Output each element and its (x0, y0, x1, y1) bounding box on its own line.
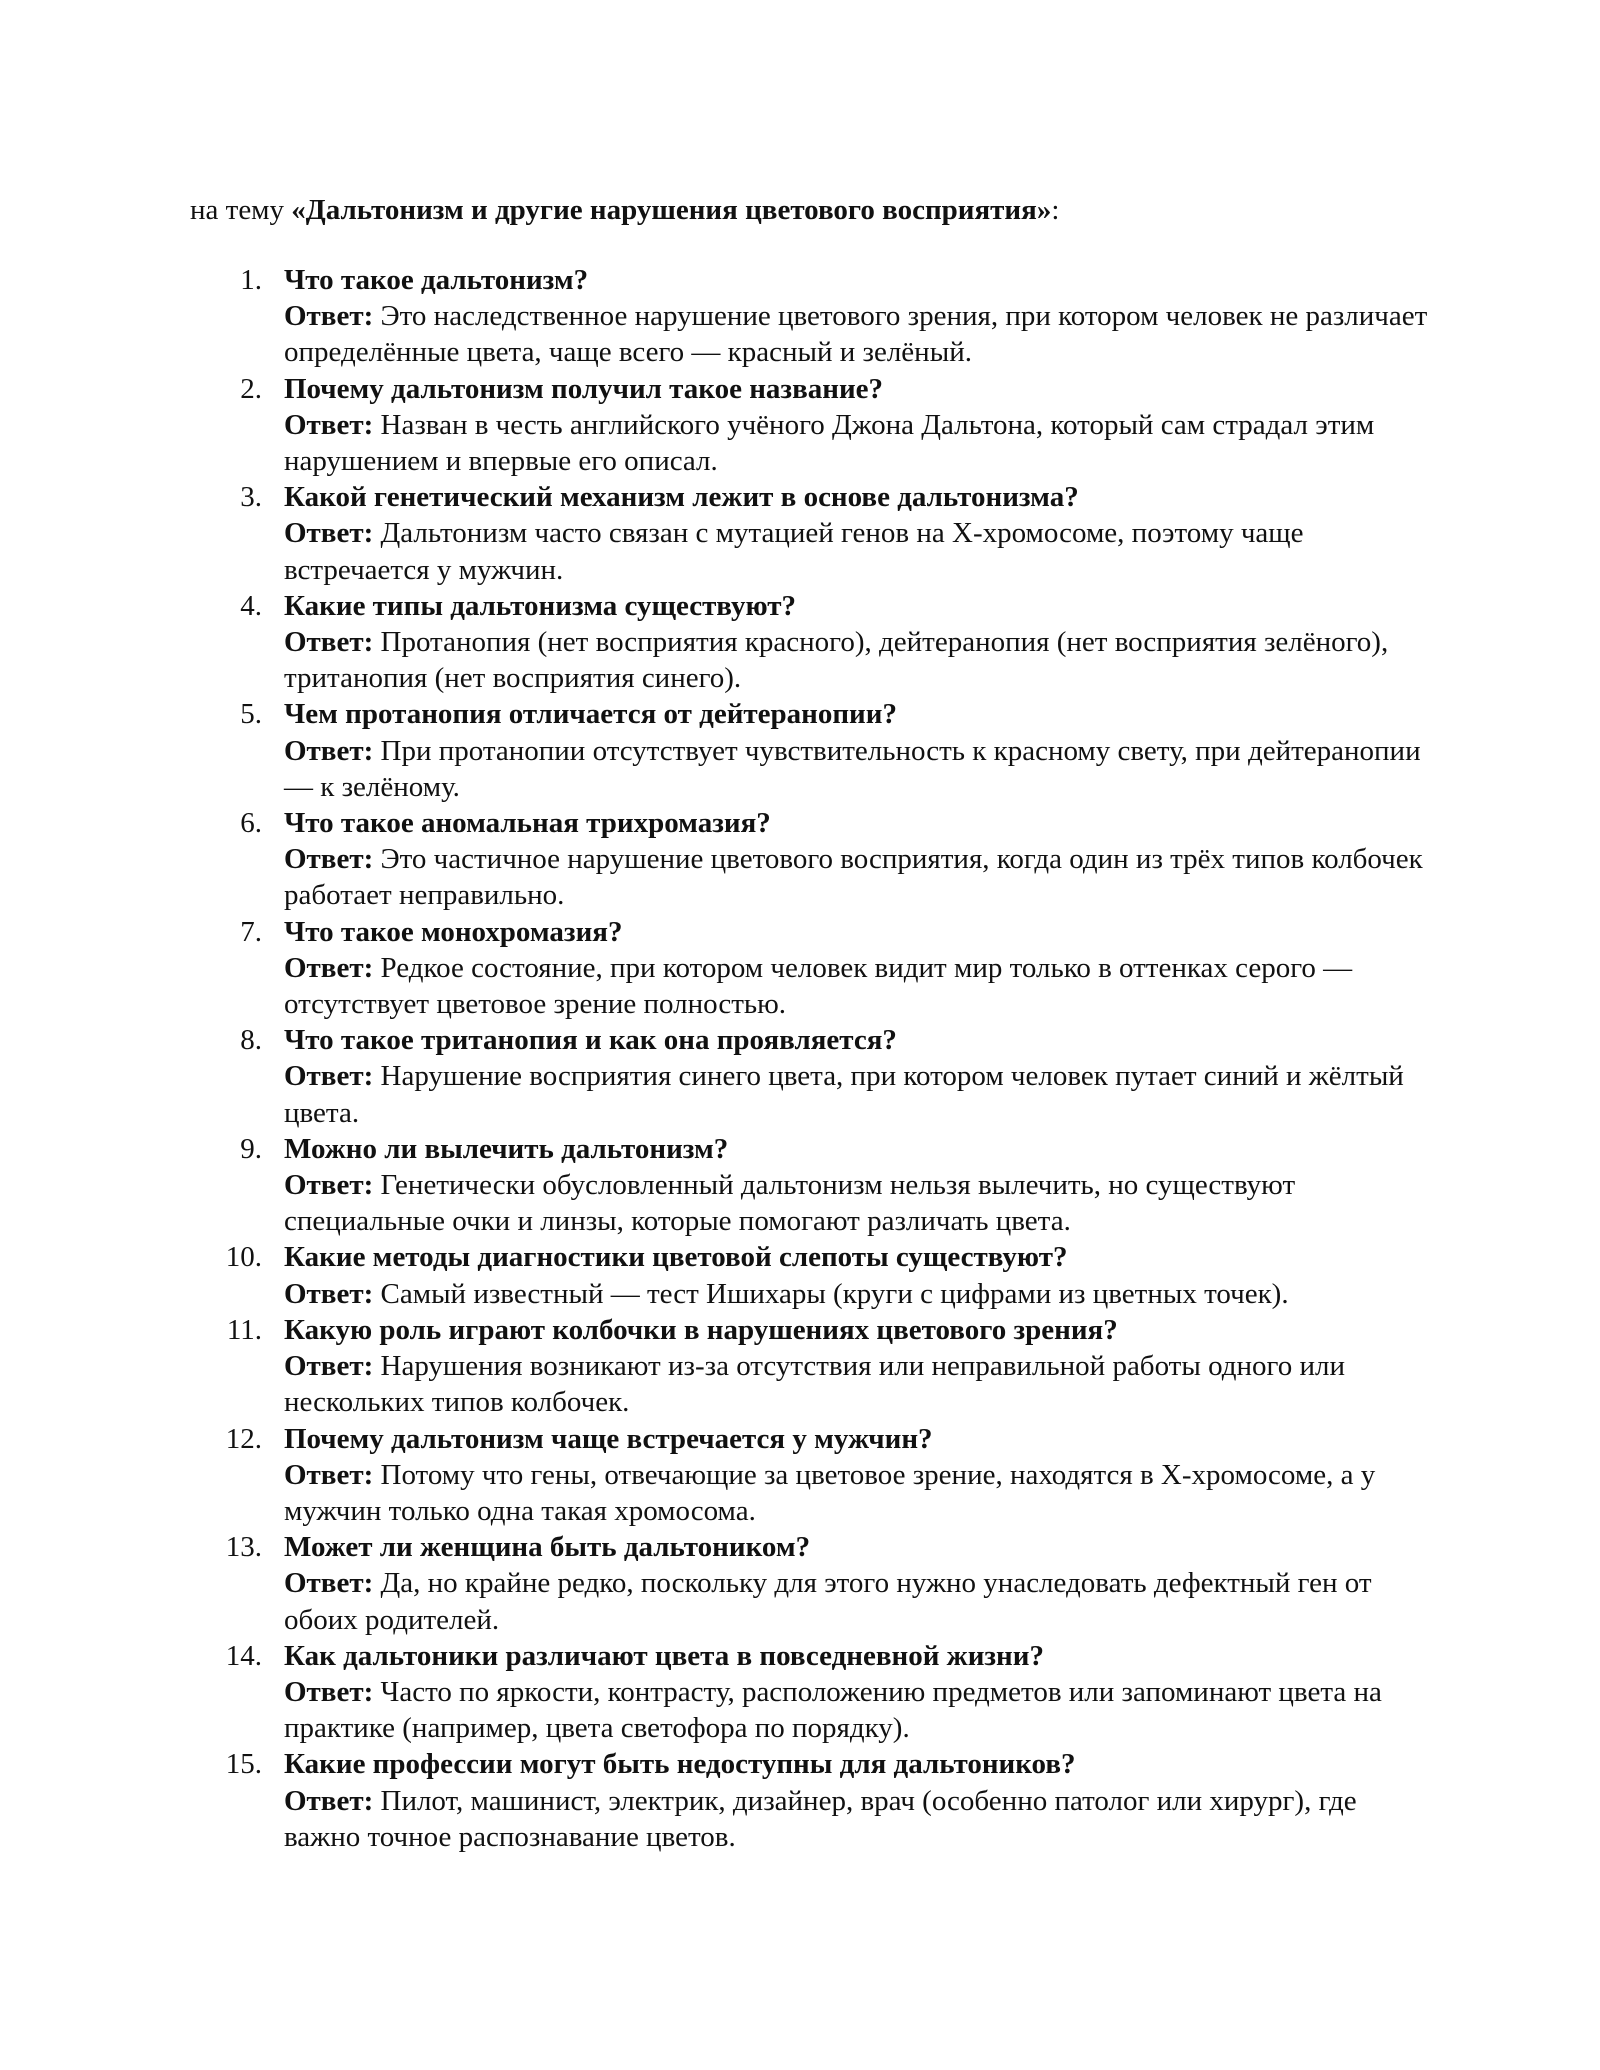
answer-text: Самый известный — тест Ишихары (круги с цифрами из цветных точек). (380, 1277, 1289, 1310)
answer-text: Нарушения возникают из-за отсутствия или неправильной работы одного или нескольких типов колбочек. (284, 1350, 1345, 1419)
answer-block (284, 1348, 1430, 1420)
answer-text: Потому что гены, отвечающие за цветовое зрение, находятся в X-хромосоме, а у мужчин только одна такая хромосома. (284, 1458, 1376, 1527)
question-text: Что такое тританопия и как она проявляется? (284, 1024, 897, 1057)
item-number: 6. (240, 807, 262, 840)
answer-block (284, 1565, 1430, 1637)
list-item (190, 1746, 1430, 1855)
list-item (190, 1131, 1430, 1240)
answer-block (284, 515, 1430, 587)
item-number: 7. (240, 915, 262, 948)
intro-prefix: на тему (190, 194, 292, 226)
answer-block (284, 1167, 1430, 1239)
item-number: 14. (225, 1639, 262, 1672)
question-text: Что такое аномальная трихромазия? (284, 807, 771, 840)
answer-block (284, 950, 1430, 1022)
answer-block (284, 1783, 1430, 1855)
answer-block (284, 841, 1430, 913)
question-text: Может ли женщина быть дальтоником? (284, 1531, 811, 1564)
answer-text: Протанопия (нет восприятия красного), дейтеранопия (нет восприятия зелёного), тританопия (нет восприятия синего). (284, 626, 1389, 695)
list-item (190, 805, 1430, 914)
question-text: Какой генетический механизм лежит в основе дальтонизма? (284, 481, 1079, 514)
answer-block (284, 624, 1430, 696)
list-item (190, 479, 1430, 588)
answer-block (284, 733, 1430, 805)
answer-text: При протанопии отсутствует чувствительность к красному свету, при дейтеранопии — к зелёному. (284, 734, 1421, 803)
question-text: Почему дальтонизм получил такое название? (284, 372, 884, 405)
item-number: 9. (240, 1132, 262, 1165)
answer-label: Ответ: (284, 1784, 374, 1817)
document-title: «Дальтонизм и другие нарушения цветового восприятия» (291, 194, 1052, 226)
answer-text: Это частичное нарушение цветового восприятия, когда один из трёх типов колбочек работает неправильно. (284, 843, 1423, 912)
answer-block (284, 1058, 1430, 1130)
answer-text: Да, но крайне редко, поскольку для этого нужно унаследовать дефектный ген от обоих родителей. (284, 1567, 1372, 1636)
item-number: 3. (240, 481, 262, 514)
item-number: 2. (240, 372, 262, 405)
list-item (190, 1638, 1430, 1747)
answer-label: Ответ: (284, 843, 374, 876)
list-item (190, 914, 1430, 1023)
answer-label: Ответ: (284, 1458, 374, 1491)
answer-text: Редкое состояние, при котором человек видит мир только в оттенках серого — отсутствует цветовое зрение полностью. (284, 951, 1353, 1021)
answer-label: Ответ: (284, 408, 374, 441)
item-number: 11. (226, 1313, 262, 1346)
list-item (190, 371, 1430, 480)
question-text: Что такое монохромазия? (284, 915, 623, 948)
answer-block (284, 407, 1430, 479)
question-text: Какие профессии могут быть недоступны для дальтоников? (284, 1748, 1076, 1781)
answer-text: Пилот, машинист, электрик, дизайнер, врач (особенно патолог или хирург), где важно точное распознавание цветов. (284, 1784, 1357, 1853)
answer-text: Генетически обусловленный дальтонизм нельзя вылечить, но существуют специальные очки и линзы, которые помогают различать цвета. (284, 1169, 1296, 1238)
list-item (190, 1022, 1430, 1131)
answer-text: Это наследственное нарушение цветового зрения, при котором человек не различает определённые цвета, чаще всего — красный и зелёный. (284, 300, 1428, 369)
answer-label: Ответ: (284, 626, 374, 659)
question-text: Чем протанопия отличается от дейтеранопии? (284, 698, 897, 731)
answer-label: Ответ: (284, 1675, 374, 1708)
item-number: 12. (225, 1422, 262, 1455)
answer-block (284, 298, 1430, 370)
item-number: 4. (240, 589, 262, 622)
answer-label: Ответ: (284, 1169, 374, 1202)
answer-label: Ответ: (284, 734, 374, 767)
list-item (190, 588, 1430, 697)
item-number: 10. (225, 1241, 262, 1274)
list-item (190, 1239, 1430, 1311)
answer-block (284, 1276, 1430, 1312)
item-number: 8. (240, 1024, 262, 1057)
question-text: Какие методы диагностики цветовой слепоты существуют? (284, 1241, 1068, 1274)
list-item (190, 1421, 1430, 1530)
answer-text: Часто по яркости, контрасту, расположению предметов или запоминают цвета на практике (например, цвета светофора по порядку). (284, 1675, 1382, 1745)
answer-text: Назван в честь английского учёного Джона Дальтона, который сам страдал этим нарушением и впервые его описал. (284, 408, 1375, 478)
answer-label: Ответ: (284, 951, 374, 984)
item-number: 15. (225, 1748, 262, 1781)
answer-label: Ответ: (284, 517, 374, 550)
question-text: Почему дальтонизм чаще встречается у мужчин? (284, 1422, 933, 1455)
item-number: 13. (225, 1531, 262, 1564)
question-text: Как дальтоники различают цвета в повседневной жизни? (284, 1639, 1044, 1672)
intro-suffix: : (1051, 194, 1060, 226)
answer-block (284, 1457, 1430, 1529)
answer-label: Ответ: (284, 1567, 374, 1600)
item-number: 5. (240, 698, 262, 731)
answer-label: Ответ: (284, 1060, 374, 1093)
question-text: Что такое дальтонизм? (284, 264, 589, 296)
intro-line (190, 190, 1059, 230)
answer-label: Ответ: (284, 300, 374, 333)
answer-label: Ответ: (284, 1350, 374, 1383)
list-item (190, 262, 1430, 371)
item-number: 1. (240, 264, 262, 296)
question-answer-list (190, 262, 1430, 1855)
question-text: Какие типы дальтонизма существуют? (284, 589, 797, 622)
list-item (190, 696, 1430, 805)
question-text: Можно ли вылечить дальтонизм? (284, 1132, 729, 1165)
list-item (190, 1529, 1430, 1638)
answer-block (284, 1674, 1430, 1746)
answer-text: Нарушение восприятия синего цвета, при котором человек путает синий и жёлтый цвета. (284, 1060, 1404, 1129)
list-item (190, 1312, 1430, 1421)
question-text: Какую роль играют колбочки в нарушениях цветового зрения? (284, 1313, 1118, 1346)
answer-label: Ответ: (284, 1277, 374, 1310)
answer-text: Дальтонизм часто связан с мутацией генов на X-хромосоме, поэтому чаще встречается у мужчин. (284, 517, 1304, 586)
